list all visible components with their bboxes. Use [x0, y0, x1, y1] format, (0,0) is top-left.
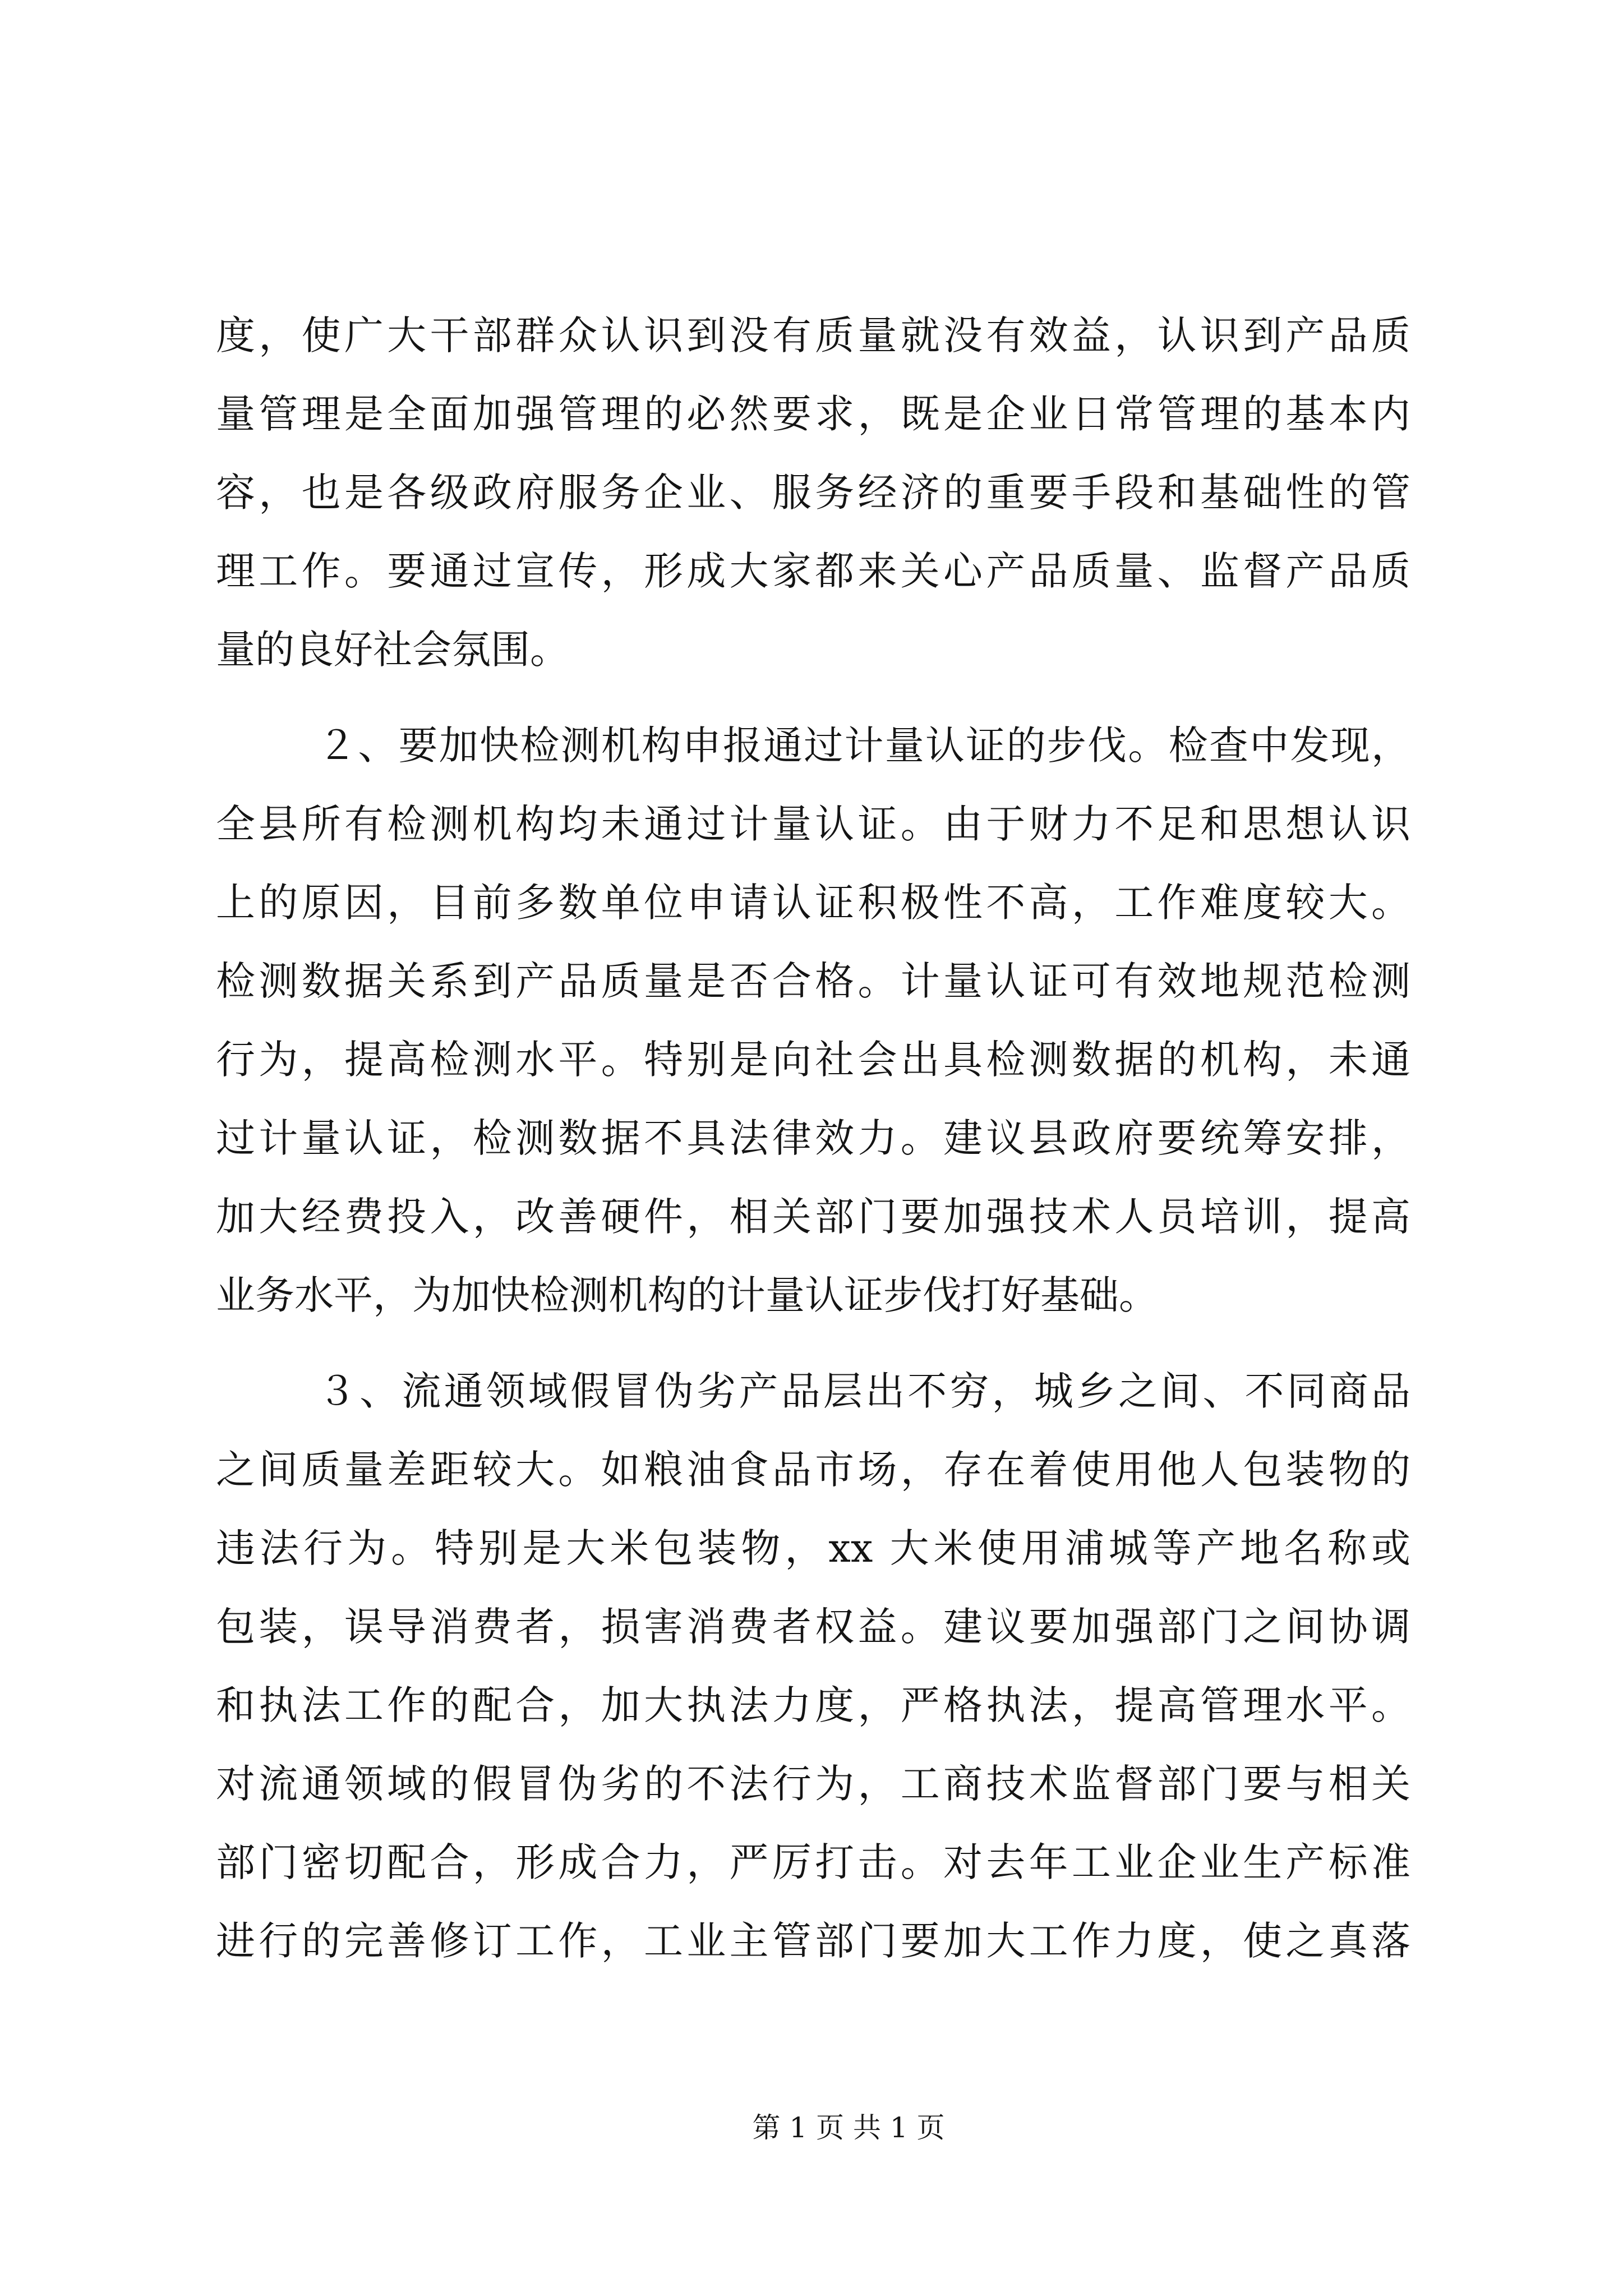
text-line: 量的良好社会氛围。 — [216, 627, 569, 673]
paragraph-3 — [216, 1352, 1410, 1980]
text-line: 包装，误导消费者，损害消费者权益。建议要加强部门之间协调 — [216, 1604, 1410, 1650]
text-line: 容，也是各级政府服务企业、服务经济的重要手段和基础性的管 — [216, 470, 1410, 516]
paragraph-2 — [216, 706, 1410, 1335]
text-line: ２、要加快检测机构申报通过计量认证的步伐。检查中发现， — [317, 723, 1410, 769]
paragraph-1 — [216, 296, 1410, 689]
text-line: 加大经费投入，改善硬件，相关部门要加强技术人员培训，提高 — [216, 1194, 1410, 1240]
text-line: 上的原因，目前多数单位申请认证积极性不高，工作难度较大。 — [216, 880, 1410, 926]
text-line: 理工作。要通过宣传，形成大家都来关心产品质量、监督产品质 — [216, 548, 1410, 594]
page-number-footer: 第 1 页 共 1 页 — [752, 2111, 945, 2144]
text-line: 全县所有检测机构均未通过计量认证。由于财力不足和思想认识 — [216, 801, 1410, 847]
text-line: 违法行为。特别是大米包装物，xx 大米使用浦城等产地名称或 — [216, 1525, 1410, 1571]
text-line: 量管理是全面加强管理的必然要求，既是企业日常管理的基本内 — [216, 391, 1410, 437]
document-body — [216, 296, 1410, 1980]
text-line: 进行的完善修订工作，工业主管部门要加大工作力度，使之真落 — [216, 1918, 1410, 1964]
text-line: 检测数据关系到产品质量是否合格。计量认证可有效地规范检测 — [216, 958, 1410, 1004]
text-line: 过计量认证，检测数据不具法律效力。建议县政府要统筹安排， — [216, 1115, 1410, 1161]
text-line: 度，使广大干部群众认识到没有质量就没有效益，认识到产品质 — [216, 312, 1410, 358]
text-line: 对流通领域的假冒伪劣的不法行为，工商技术监督部门要与相关 — [216, 1761, 1410, 1807]
text-line: 行为，提高检测水平。特别是向社会出具检测数据的机构，未通 — [216, 1037, 1410, 1083]
text-line: 之间质量差距较大。如粮油食品市场，存在着使用他人包装物的 — [216, 1447, 1410, 1493]
text-line: ３、流通领域假冒伪劣产品层出不穷，城乡之间、不同商品 — [317, 1368, 1410, 1414]
text-line: 和执法工作的配合，加大执法力度，严格执法，提高管理水平。 — [216, 1682, 1410, 1728]
text-line: 部门密切配合，形成合力，严厉打击。对去年工业企业生产标准 — [216, 1839, 1410, 1885]
text-line: 业务水平，为加快检测机构的计量认证步伐打好基础。 — [216, 1272, 1158, 1318]
